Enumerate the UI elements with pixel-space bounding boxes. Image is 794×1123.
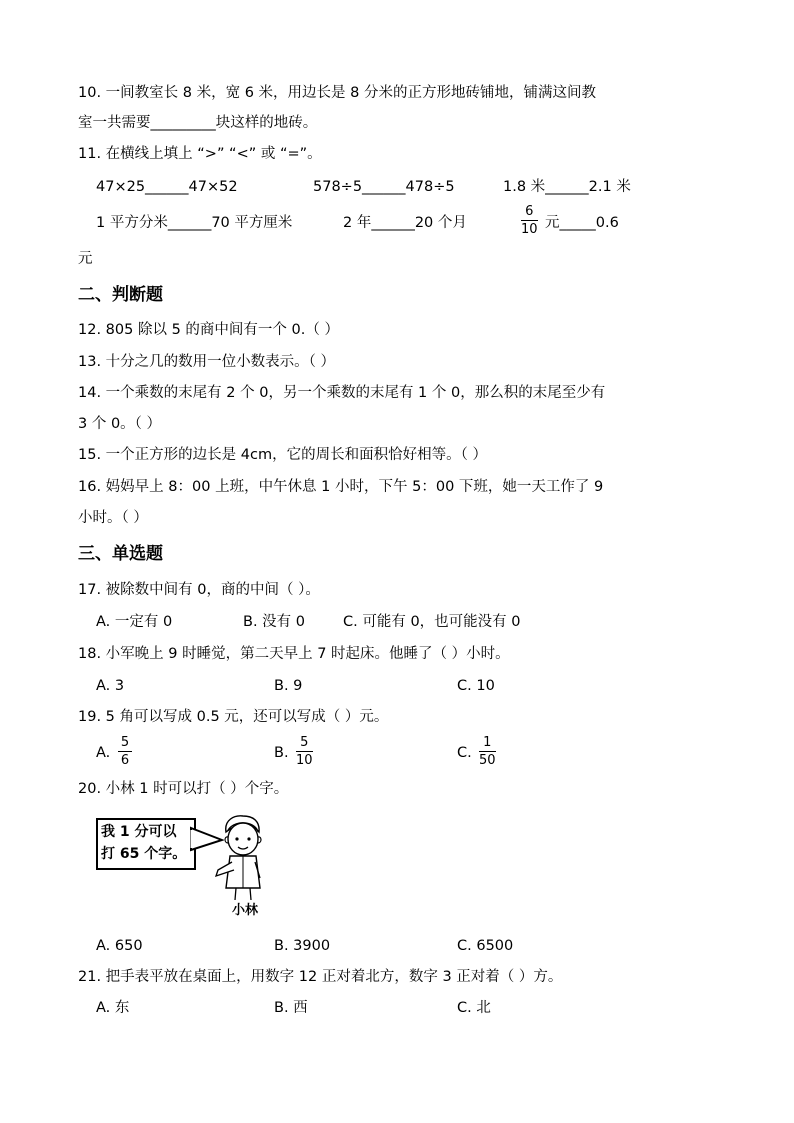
fraction-numerator: 5 <box>300 735 309 750</box>
q18-option-b: B. 9 <box>274 678 303 694</box>
q11-item-6-unit: 元 <box>78 251 93 267</box>
q11-item-1: 47×25______47×52 <box>96 179 238 195</box>
fraction-numerator: 5 <box>120 735 130 750</box>
q17-option-b: B. 没有 0 <box>243 614 306 630</box>
fraction-bar <box>118 751 132 752</box>
q19-option-b-fraction <box>296 735 313 768</box>
q14-line2: 3 个 0。（ ） <box>78 416 162 432</box>
section-title-judgment: 二、判断题 <box>78 285 163 305</box>
q18-stem: 18. 小军晚上 9 时睡觉，第二天早上 7 时起床。他睡了（ ）小时。 <box>78 646 510 662</box>
q11-item-4: 1 平方分米______70 平方厘米 <box>96 215 293 231</box>
q13: 13. 十分之几的数用一位小数表示。（ ） <box>78 354 336 370</box>
q19-option-a-label: A. <box>96 745 111 761</box>
q18-option-a: A. 3 <box>96 678 125 694</box>
section-title-single-choice: 三、单选题 <box>78 544 163 564</box>
q11-fraction <box>521 204 538 237</box>
q19-stem: 19. 5 角可以写成 0.5 元，还可以写成（ ）元。 <box>78 709 389 725</box>
fraction-bar <box>296 751 313 752</box>
fraction-denominator: 50 <box>479 753 496 768</box>
q17-stem: 17. 被除数中间有 0，商的中间（ ）。 <box>78 582 320 598</box>
fraction-denominator: 10 <box>521 222 538 237</box>
q12: 12. 805 除以 5 的商中间有一个 0.（ ） <box>78 322 339 338</box>
q11-item-2: 578÷5______478÷5 <box>313 179 455 195</box>
q10-line2: 室一共需要_________块这样的地砖。 <box>78 115 318 131</box>
q11-item-3: 1.8 米______2.1 米 <box>503 179 631 195</box>
fraction-numerator: 1 <box>483 735 492 750</box>
boy-caption: 小林 <box>232 903 259 918</box>
q19-option-b-label: B. <box>274 745 289 761</box>
q16-line2: 小时。（ ） <box>78 510 148 526</box>
q20-option-c: C. 6500 <box>457 938 514 954</box>
q21-option-b: B. 西 <box>274 1000 308 1016</box>
fraction-denominator: 6 <box>120 753 130 768</box>
fraction-denominator: 10 <box>296 753 313 768</box>
q21-option-c: C. 北 <box>457 1000 491 1016</box>
q11-item-5: 2 年______20 个月 <box>343 215 467 231</box>
q11-item-6: 元_____0.6 <box>545 215 619 231</box>
fraction-bar <box>479 751 496 752</box>
q19-option-a-fraction <box>118 735 132 768</box>
q19-option-c-label: C. <box>457 745 472 761</box>
q14-line1: 14. 一个乘数的末尾有 2 个 0，另一个乘数的末尾有 1 个 0，那么积的末尾至少有 <box>78 385 606 401</box>
q21-option-a: A. 东 <box>96 1000 130 1016</box>
q20-option-b: B. 3900 <box>274 938 331 954</box>
speech-bubble-line2: 打 65 个字。 <box>101 846 187 862</box>
q17-option-c: C. 可能有 0，也可能没有 0 <box>343 614 521 630</box>
q17-option-a: A. 一定有 0 <box>96 614 173 630</box>
q20-stem: 20. 小林 1 时可以打（ ）个字。 <box>78 781 289 797</box>
q18-option-c: C. 10 <box>457 678 495 694</box>
speech-bubble-line1: 我 1 分可以 <box>101 824 177 840</box>
q11-stem: 11. 在横线上填上 “>” “<” 或 “=”。 <box>78 146 322 162</box>
fraction-bar <box>521 220 538 221</box>
boy-illustration <box>210 812 274 904</box>
q20-option-a: A. 650 <box>96 938 143 954</box>
q19-option-c-fraction <box>479 735 496 768</box>
q10-line1: 10. 一间教室长 8 米，宽 6 米，用边长是 8 分米的正方形地砖铺地，铺满这间教 <box>78 85 596 101</box>
q21-stem: 21. 把手表平放在桌面上，用数字 12 正对着北方，数字 3 正对着（ ）方。 <box>78 969 563 985</box>
q16-line1: 16. 妈妈早上 8：00 上班，中午休息 1 小时，下午 5：00 下班，她一天工作了 9 <box>78 479 604 495</box>
q15: 15. 一个正方形的边长是 4cm，它的周长和面积恰好相等。（ ） <box>78 447 487 463</box>
fraction-numerator: 6 <box>525 204 534 219</box>
